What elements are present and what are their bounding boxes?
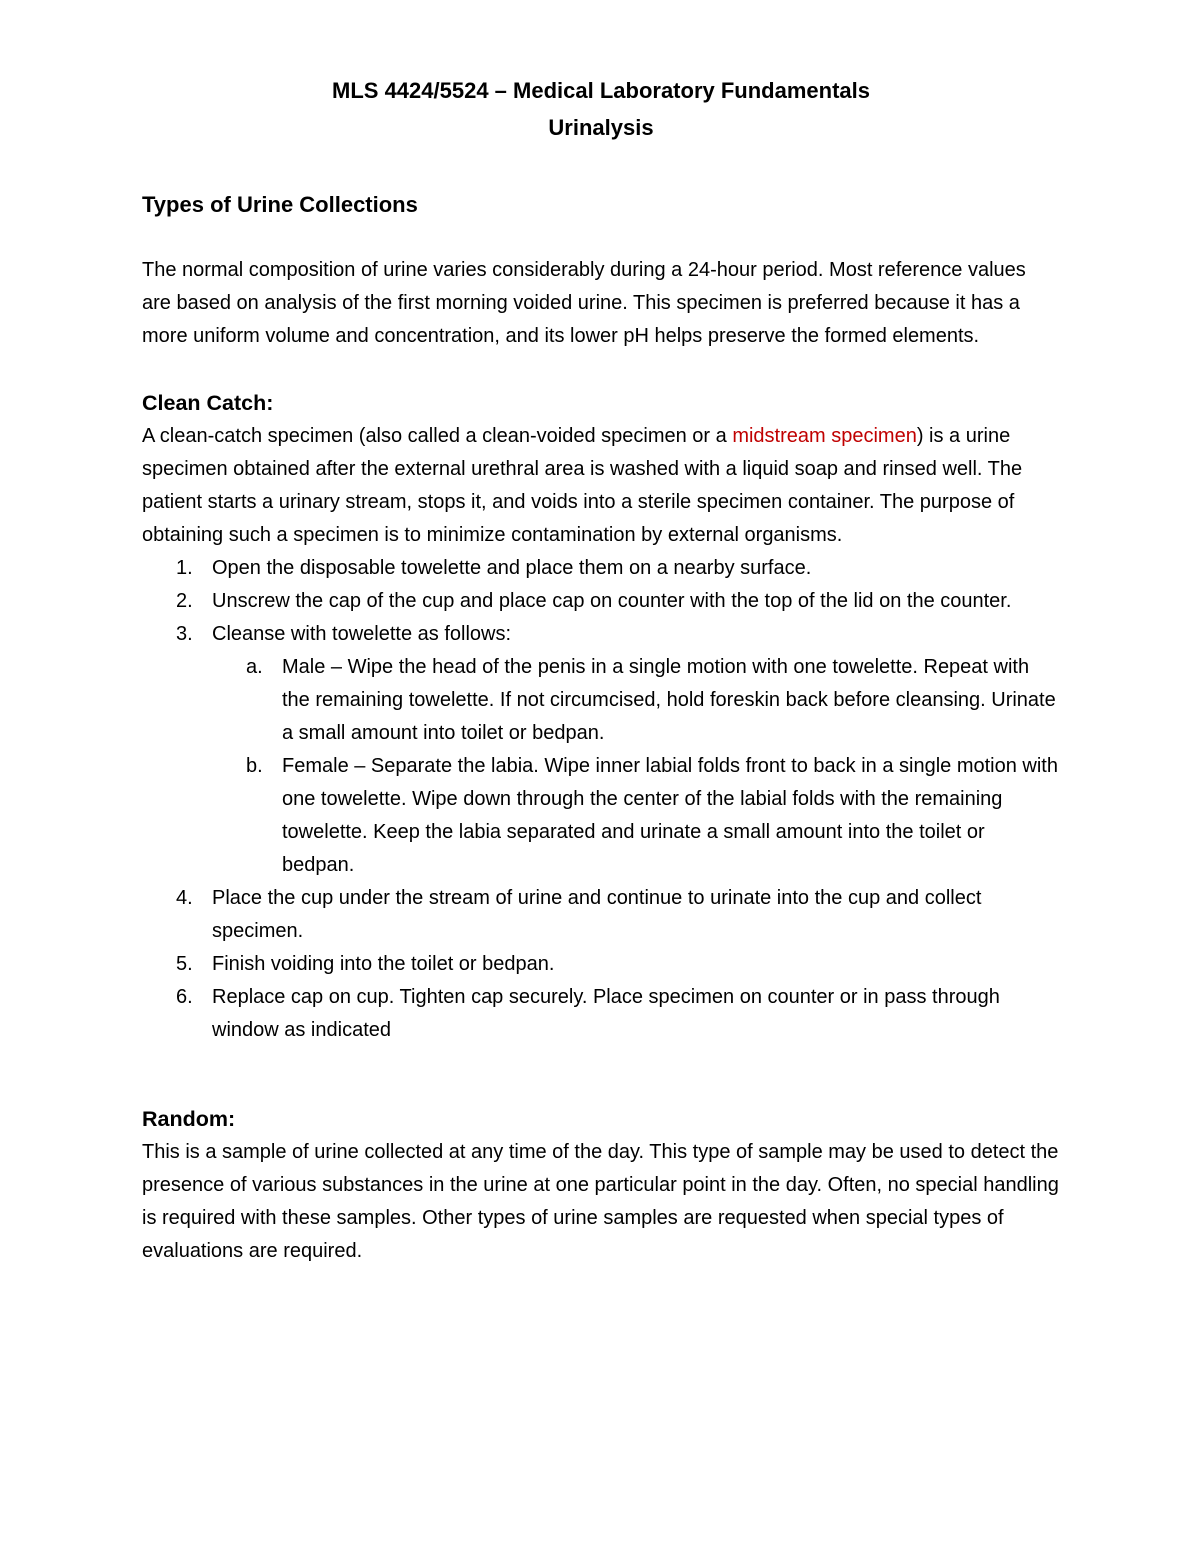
step-item	[142, 585, 1060, 618]
cleanse-substeps	[212, 651, 1060, 882]
step-text: Unscrew the cap of the cup and place cap on counter with the top of the lid on the counter.	[212, 590, 1012, 612]
substep-item	[212, 750, 1060, 882]
step-item	[142, 981, 1060, 1047]
random-paragraph: This is a sample of urine collected at any time of the day. This type of sample may be used to detect the presence of various substances in the urine at one particular point in the day. Often, no special handling is required with these samples. Other types of urine samples are requested when special types of evaluations are required.	[142, 1141, 1059, 1262]
step-number: 1.	[176, 557, 193, 579]
step-number: 5.	[176, 953, 193, 975]
substep-letter: b.	[246, 755, 263, 777]
clean-catch-heading: Clean Catch:	[142, 391, 274, 415]
step-text: Replace cap on cup. Tighten cap securely. Place specimen on counter or in pass through window as indicated	[212, 986, 1000, 1041]
step-text: Cleanse with towelette as follows:	[212, 623, 512, 645]
step-item	[142, 948, 1060, 981]
step-text: Place the cup under the stream of urine and continue to urinate into the cup and collect specimen.	[212, 887, 982, 942]
step-number: 2.	[176, 590, 193, 612]
step-item	[142, 882, 1060, 948]
substep-item	[212, 651, 1060, 750]
step-number: 4.	[176, 887, 193, 909]
step-number: 3.	[176, 623, 193, 645]
step-text: Finish voiding into the toilet or bedpan.	[212, 953, 555, 975]
clean-catch-text-after: ) is a urine specimen obtained after the external urethral area is washed with a liquid soap and rinsed well. The patient starts a urinary stream, stops it, and voids into a sterile specimen container. The purpose of obtaining such a specimen is to minimize contamination by external organisms.	[142, 425, 1023, 546]
types-heading: Types of Urine Collections	[142, 192, 418, 217]
step-item	[142, 618, 1060, 882]
document-title: MLS 4424/5524 – Medical Laboratory Fundamentals	[332, 78, 870, 103]
clean-catch-paragraph	[142, 420, 1060, 552]
step-text: Open the disposable towelette and place them on a nearby surface.	[212, 557, 812, 579]
title-block	[142, 74, 1060, 144]
types-intro-paragraph: The normal composition of urine varies considerably during a 24-hour period. Most reference values are based on analysis of the first morning voided urine. This specimen is preferred because it has a more uniform volume and concentration, and its lower pH helps preserve the formed elements.	[142, 259, 1026, 347]
clean-catch-text-before: A clean-catch specimen (also called a clean-voided specimen or a	[142, 425, 733, 447]
random-heading: Random:	[142, 1107, 236, 1131]
document-subtitle: Urinalysis	[548, 115, 654, 140]
substep-text: Male – Wipe the head of the penis in a single motion with one towelette. Repeat with the remaining towelette. If not circumcised, hold foreskin back before cleansing. Urinate a small amount into toilet or bedpan.	[282, 656, 1056, 744]
clean-catch-steps	[142, 552, 1060, 1047]
substep-letter: a.	[246, 656, 263, 678]
midstream-highlight: midstream specimen	[732, 425, 917, 447]
substep-text: Female – Separate the labia. Wipe inner labial folds front to back in a single motion with one towelette. Wipe down through the center of the labial folds with the remaining towelette. Keep the labia separated and urinate a small amount into the toilet or bedpan.	[282, 755, 1058, 876]
step-item	[142, 552, 1060, 585]
step-number: 6.	[176, 986, 193, 1008]
